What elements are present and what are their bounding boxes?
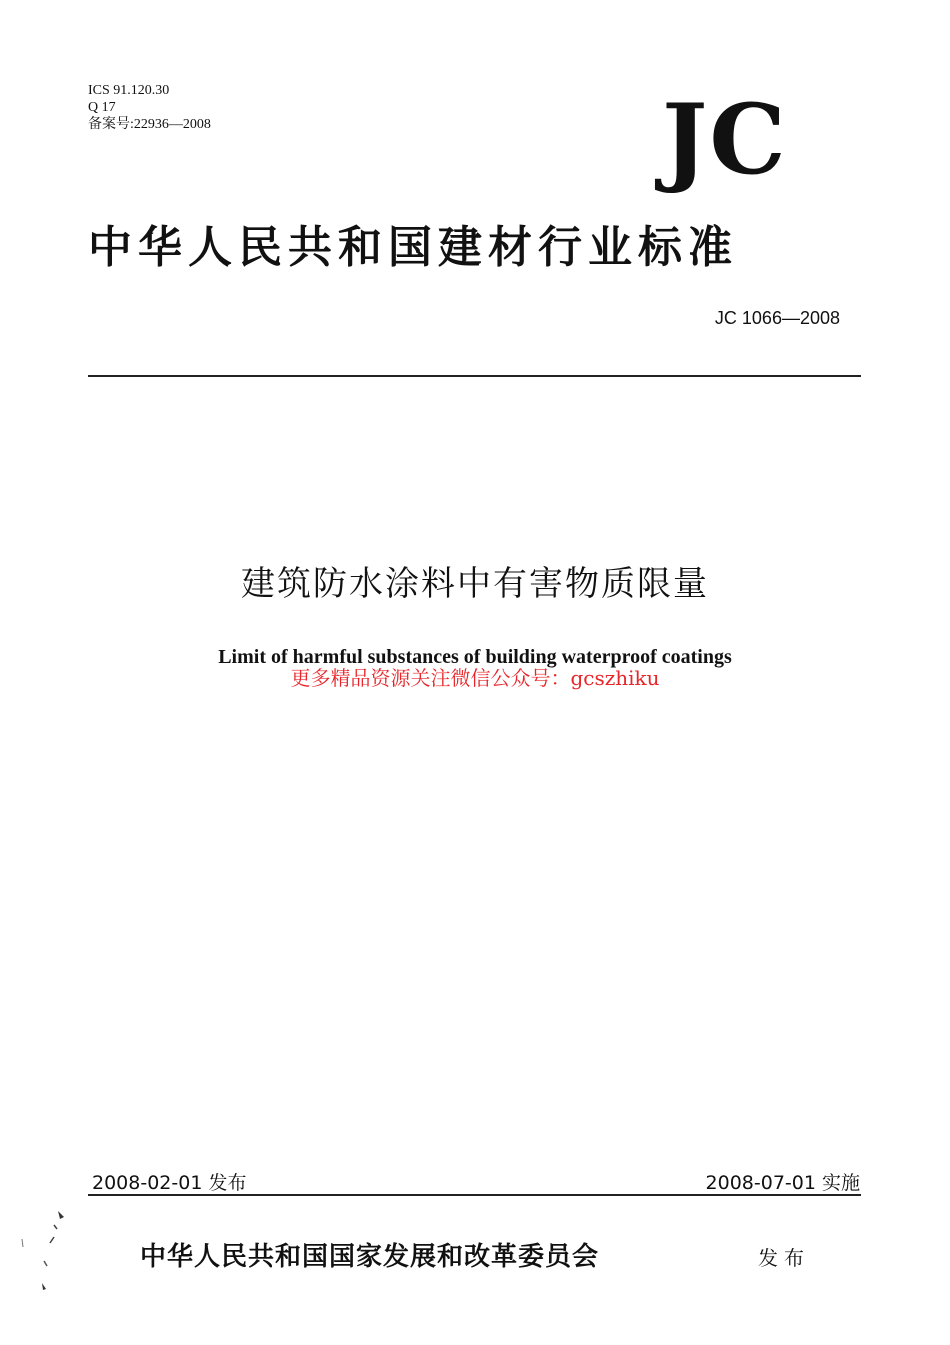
effective-date: 2008-07-01 实施 [705, 1172, 860, 1194]
ics-code: ICS 91.120.30 [88, 83, 170, 98]
standard-number: JC 1066—2008 [714, 308, 840, 328]
filing-number: 备案号:22936—2008 [88, 117, 211, 132]
jc-logo: JC [662, 83, 788, 196]
watermark-text: 更多精品资源关注微信公众号：gcszhiku [290, 666, 660, 690]
issuing-authority: 中华人民共和国国家发展和改革委员会 [140, 1242, 600, 1272]
scan-specks [14, 1205, 74, 1295]
publish-date: 2008-02-01 发布 [92, 1172, 247, 1194]
header-metadata [88, 82, 211, 133]
header-divider [88, 375, 861, 377]
issue-label: 发布 [758, 1246, 810, 1270]
footer-divider [88, 1194, 861, 1196]
standard-category-title: 中华人民共和国建材行业标准 [88, 222, 738, 273]
ccs-code: Q 17 [88, 100, 116, 115]
document-title-english: Limit of harmful substances of building waterproof coatings [218, 646, 732, 668]
document-title-chinese: 建筑防水涂料中有害物质限量 [241, 564, 709, 604]
